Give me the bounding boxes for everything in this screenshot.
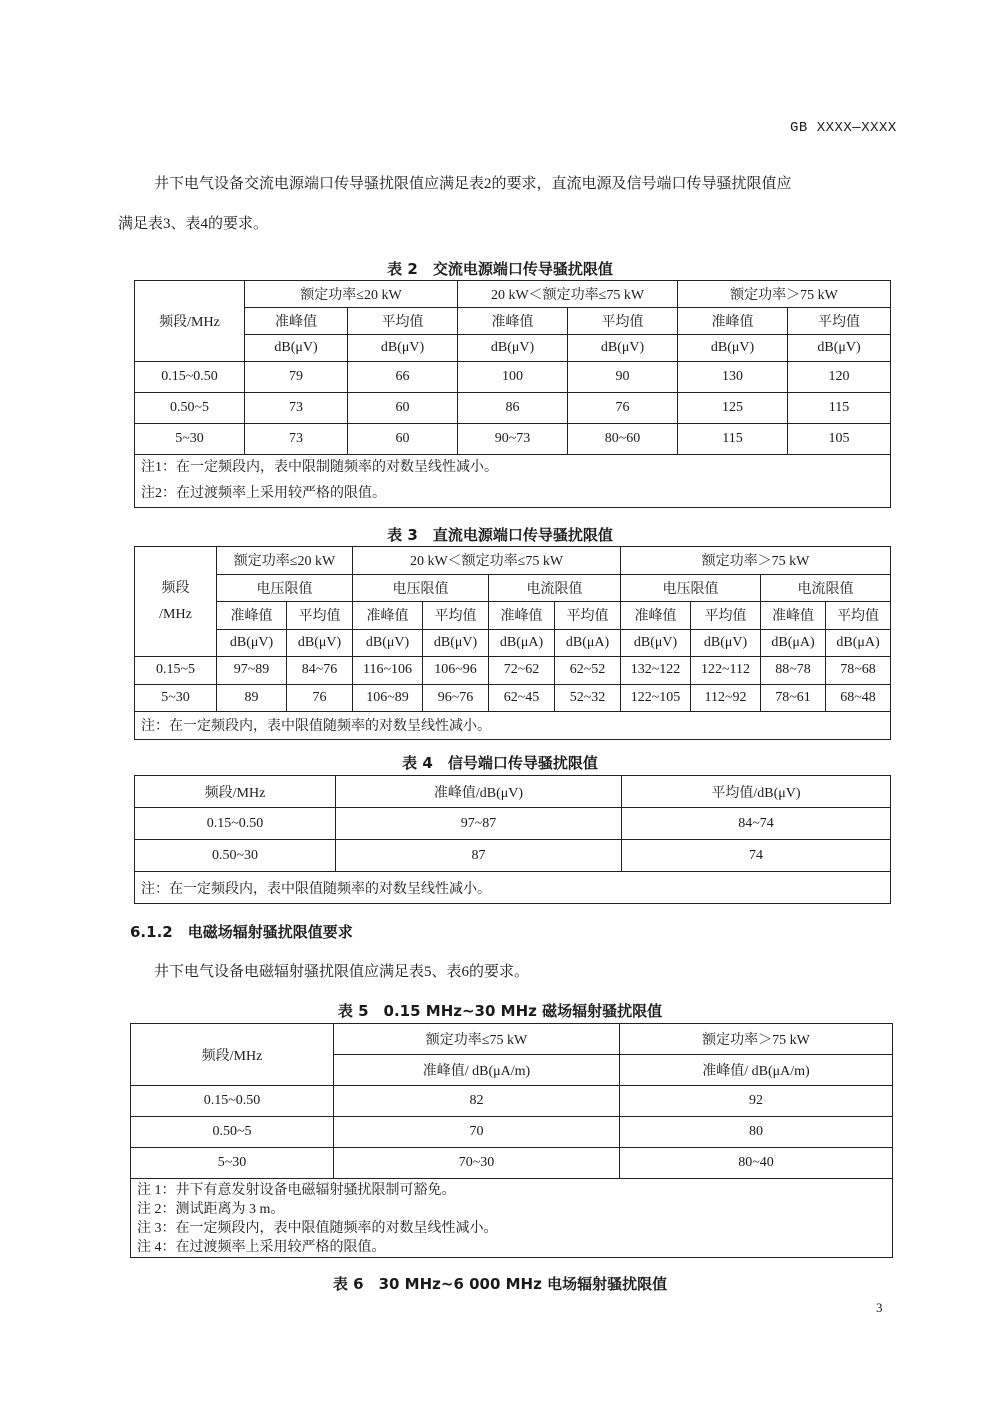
table2-sub: 平均值 (788, 308, 891, 335)
table2-cell: 0.15~0.50 (135, 362, 245, 393)
table3-cell: 97~89 (217, 657, 287, 685)
table3-sub: 准峰值 (217, 602, 287, 630)
table3-unit: dB(μA) (555, 629, 621, 657)
table3-cell: 0.15~5 (135, 657, 217, 685)
table4-caption: 表 4 信号端口传导骚扰限值 (402, 754, 598, 772)
table2-unit: dB(μV) (678, 335, 788, 362)
table5-cell: 70~30 (334, 1148, 620, 1179)
table-row (131, 1086, 893, 1117)
standard-number: GB XXXX—XXXX (790, 120, 897, 136)
table2-cell: 125 (678, 393, 788, 424)
table4-header: 平均值/dB(μV) (622, 776, 891, 808)
table2-cell: 80~60 (568, 424, 678, 455)
table2-sub: 平均值 (568, 308, 678, 335)
table3-unit: dB(μV) (217, 629, 287, 657)
table4-cell: 87 (336, 840, 622, 872)
table3-cell: 116~106 (353, 657, 423, 685)
table2-freq-header: 频段/MHz (135, 281, 245, 362)
table4-cell: 0.15~0.50 (135, 808, 336, 840)
table-row (131, 1117, 893, 1148)
table4-cell: 84~74 (622, 808, 891, 840)
table3-limit: 电压限值 (621, 574, 761, 602)
table3-sub: 准峰值 (621, 602, 691, 630)
table3-cell: 89 (217, 684, 287, 712)
table3-cell: 106~96 (423, 657, 489, 685)
table2-cell: 105 (788, 424, 891, 455)
table2-cell: 60 (348, 424, 458, 455)
table5-caption: 表 5 0.15 MHz~30 MHz 磁场辐射骚扰限值 (337, 1002, 663, 1020)
table3-cell: 76 (287, 684, 353, 712)
table3-freq-label: 频段 (161, 580, 190, 596)
table2-cell: 73 (245, 393, 348, 424)
table2-cell: 130 (678, 362, 788, 393)
table3-sub: 平均值 (691, 602, 761, 630)
table5-note: 注 1：井下有意发射设备电磁辐射骚扰限制可豁免。 (137, 1183, 456, 1198)
table2-group: 20 kW＜额定功率≤75 kW (458, 281, 678, 308)
table5-note: 注 3：在一定频段内，表中限值随频率的对数呈线性减小。 (137, 1221, 498, 1236)
table3 (134, 546, 891, 740)
table3-cell: 132~122 (621, 657, 691, 685)
table2-cell: 86 (458, 393, 568, 424)
table2-note: 注1：在一定频段内，表中限制随频率的对数呈线性减小。 (141, 460, 498, 475)
table4-cell: 0.50~30 (135, 840, 336, 872)
table2-cell: 73 (245, 424, 348, 455)
intro-line-1: 井下电气设备交流电源端口传导骚扰限值应满足表2的要求，直流电源及信号端口传导骚扰限值应 (154, 176, 792, 192)
table5-group: 额定功率≤75 kW (334, 1024, 620, 1055)
table2-sub: 平均值 (348, 308, 458, 335)
table5-group: 额定功率＞75 kW (620, 1024, 893, 1055)
table3-sub: 准峰值 (489, 602, 555, 630)
table2-cell: 0.50~5 (135, 393, 245, 424)
table3-limit: 电流限值 (489, 574, 621, 602)
table3-cell: 78~68 (826, 657, 891, 685)
table-row (135, 684, 891, 712)
table3-unit: dB(μV) (287, 629, 353, 657)
table2-cell: 79 (245, 362, 348, 393)
table3-group: 20 kW＜额定功率≤75 kW (353, 547, 621, 575)
table5 (130, 1023, 893, 1258)
table2-sub: 准峰值 (458, 308, 568, 335)
table2-unit: dB(μV) (568, 335, 678, 362)
table2-unit: dB(μV) (245, 335, 348, 362)
table3-cell: 96~76 (423, 684, 489, 712)
intro-line-2: 满足表3、表4的要求。 (118, 216, 269, 232)
table2-cell: 120 (788, 362, 891, 393)
table2-unit: dB(μV) (458, 335, 568, 362)
table-row (135, 840, 891, 872)
table5-notes (131, 1179, 893, 1258)
table2-note: 注2：在过渡频率上采用较严格的限值。 (141, 486, 386, 501)
table3-cell: 84~76 (287, 657, 353, 685)
table2-cell: 100 (458, 362, 568, 393)
table2-caption: 表 2 交流电源端口传导骚扰限值 (387, 260, 613, 278)
table2-cell: 76 (568, 393, 678, 424)
table3-unit: dB(μV) (423, 629, 489, 657)
table2-cell: 115 (678, 424, 788, 455)
table5-cell: 0.50~5 (131, 1117, 334, 1148)
table4-header: 准峰值/dB(μV) (336, 776, 622, 808)
table6-caption: 表 6 30 MHz~6 000 MHz 电场辐射骚扰限值 (332, 1275, 668, 1293)
table2-notes (135, 455, 891, 508)
table2-unit: dB(μV) (788, 335, 891, 362)
table-row (135, 424, 891, 455)
table5-cell: 80~40 (620, 1148, 893, 1179)
table5-cell: 80 (620, 1117, 893, 1148)
table-row (135, 393, 891, 424)
table4-header: 频段/MHz (135, 776, 336, 808)
table2-cell: 66 (348, 362, 458, 393)
table3-cell: 106~89 (353, 684, 423, 712)
table-row (135, 808, 891, 840)
table3-cell: 122~105 (621, 684, 691, 712)
table5-cell: 82 (334, 1086, 620, 1117)
table2-group: 额定功率＞75 kW (678, 281, 891, 308)
table3-unit: dB(μA) (761, 629, 826, 657)
table3-cell: 62~45 (489, 684, 555, 712)
section-heading: 6.1.2 电磁场辐射骚扰限值要求 (130, 923, 353, 941)
table2 (134, 280, 891, 508)
page-number: 3 (876, 1300, 883, 1315)
table2-cell: 115 (788, 393, 891, 424)
table5-note: 注 2：测试距离为 3 m。 (137, 1202, 285, 1217)
table5-cell: 92 (620, 1086, 893, 1117)
table3-sub: 准峰值 (761, 602, 826, 630)
table3-group: 额定功率＞75 kW (621, 547, 891, 575)
table3-cell: 52~32 (555, 684, 621, 712)
table3-sub: 平均值 (423, 602, 489, 630)
table3-sub: 平均值 (287, 602, 353, 630)
table3-cell: 5~30 (135, 684, 217, 712)
table3-cell: 68~48 (826, 684, 891, 712)
table3-unit: dB(μV) (353, 629, 423, 657)
table3-sub: 平均值 (555, 602, 621, 630)
table3-cell: 88~78 (761, 657, 826, 685)
table2-sub: 准峰值 (678, 308, 788, 335)
table2-sub: 准峰值 (245, 308, 348, 335)
table5-cell: 70 (334, 1117, 620, 1148)
table3-limit: 电压限值 (217, 574, 353, 602)
table3-cell: 72~62 (489, 657, 555, 685)
table3-cell: 122~112 (691, 657, 761, 685)
table3-cell: 112~92 (691, 684, 761, 712)
table-row (131, 1148, 893, 1179)
table3-cell: 78~61 (761, 684, 826, 712)
table3-note: 注：在一定频段内，表中限值随频率的对数呈线性减小。 (135, 712, 891, 740)
table3-sub: 平均值 (826, 602, 891, 630)
table3-unit: dB(μA) (489, 629, 555, 657)
table3-freq-header (135, 547, 217, 657)
table3-unit: dB(μV) (621, 629, 691, 657)
table3-limit: 电流限值 (761, 574, 891, 602)
table5-note: 注 4：在过渡频率上采用较严格的限值。 (137, 1240, 386, 1255)
section-text: 井下电气设备电磁辐射骚扰限值应满足表5、表6的要求。 (154, 964, 530, 980)
table5-sub: 准峰值/ dB(μA/m) (620, 1055, 893, 1086)
table2-cell: 90 (568, 362, 678, 393)
table2-unit: dB(μV) (348, 335, 458, 362)
table3-limit: 电压限值 (353, 574, 489, 602)
table2-cell: 60 (348, 393, 458, 424)
table5-cell: 0.15~0.50 (131, 1086, 334, 1117)
table4-cell: 97~87 (336, 808, 622, 840)
table2-cell: 5~30 (135, 424, 245, 455)
table5-sub: 准峰值/ dB(μA/m) (334, 1055, 620, 1086)
table4 (134, 775, 891, 904)
table3-unit: dB(μV) (691, 629, 761, 657)
table4-cell: 74 (622, 840, 891, 872)
table4-note: 注：在一定频段内，表中限值随频率的对数呈线性减小。 (135, 872, 891, 904)
table5-freq-header: 频段/MHz (131, 1024, 334, 1086)
table-row (135, 657, 891, 685)
table-row (135, 362, 891, 393)
table3-caption: 表 3 直流电源端口传导骚扰限值 (387, 526, 613, 544)
table3-cell: 62~52 (555, 657, 621, 685)
table2-cell: 90~73 (458, 424, 568, 455)
table3-freq-unit: /MHz (159, 606, 192, 622)
table2-group: 额定功率≤20 kW (245, 281, 458, 308)
table3-group: 额定功率≤20 kW (217, 547, 353, 575)
table3-unit: dB(μA) (826, 629, 891, 657)
table5-cell: 5~30 (131, 1148, 334, 1179)
table3-sub: 准峰值 (353, 602, 423, 630)
